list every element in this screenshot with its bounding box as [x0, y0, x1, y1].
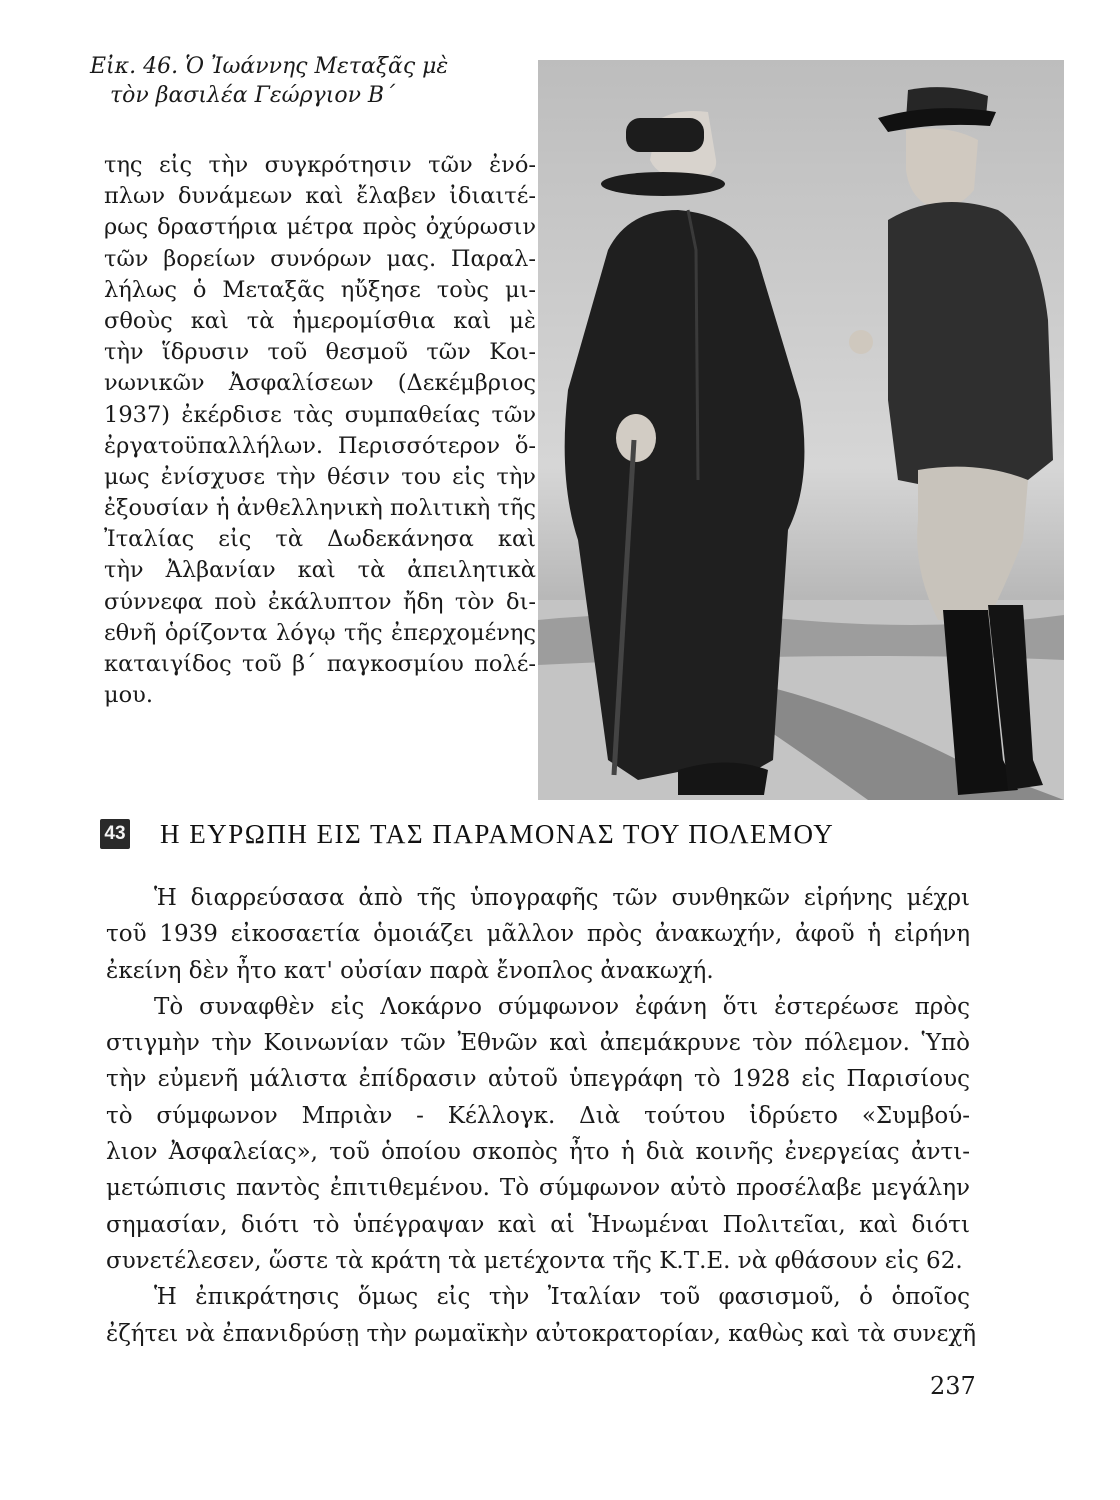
text-line: στιγμὴν τὴν Κοινωνίαν τῶν Ἐθνῶν καὶ ἀπεμάκρυνε τὸν πόλεμον. Ὑπὸ	[106, 1030, 970, 1057]
historical-photograph	[538, 60, 1064, 800]
text-line: μως ἐνίσχυσε τὴν θέσιν του εἰς τὴν	[104, 463, 536, 490]
text-line: σημασίαν, διότι τὸ ὑπέγραψαν καὶ αἱ Ἡνωμέναι Πολιτεῖαι, καὶ διότι	[106, 1211, 970, 1238]
text-line: τὸ σύμφωνον Μπριὰν - Κέλλογκ. Διὰ τούτου ἱδρύετο «Συμβού-	[106, 1102, 970, 1129]
text-line: μου.	[104, 682, 153, 709]
text-line: συνετέλεσεν, ὥστε τὰ κράτη τὰ μετέχοντα τῆς Κ.Τ.Ε. νὰ φθάσουν εἰς 62.	[106, 1247, 963, 1274]
text-line: τὴν ἵδρυσιν τοῦ θεσμοῦ τῶν Κοι-	[104, 339, 536, 366]
section-heading	[100, 816, 980, 852]
text-line: Ἰταλίας εἰς τὰ Δωδεκάνησα καὶ	[104, 526, 536, 553]
text-line: Ἡ ἐπικράτησις ὅμως εἰς τὴν Ἰταλίαν τοῦ φασισμοῦ, ὁ ὁποῖος	[154, 1284, 970, 1311]
text-line: σθοὺς καὶ τὰ ἡμερομίσθια καὶ μὲ	[104, 307, 536, 334]
text-line: πλων δυνάμεων καὶ ἔλαβεν ἰδιαιτέ-	[104, 183, 536, 210]
text-line: ἐζήτει νὰ ἐπανιδρύσῃ τὴν ρωμαϊκὴν αὐτοκρατορίαν, καθὼς καὶ τὰ συνεχῆ	[106, 1320, 977, 1347]
text-line: μετώπισις παντὸς ἐπιτιθεμένου. Τὸ σύμφωνον αὐτὸ προσέλαβε μεγάλην	[106, 1175, 970, 1202]
caption-line-1: Εἰκ. 46. Ὁ Ἰωάννης Μεταξᾶς μὲ	[90, 54, 449, 79]
section-title: Η ΕΥΡΩΠΗ ΕΙΣ ΤΑΣ ΠΑΡΑΜΟΝΑΣ ΤΟΥ ΠΟΛΕΜΟΥ	[160, 818, 835, 849]
text-line: της εἰς τὴν συγκρότησιν τῶν ἐνό-	[104, 152, 536, 178]
text-line: τῶν βορείων συνόρων μας. Παραλ-	[104, 245, 536, 272]
text-line: καταιγίδος τοῦ β΄ παγκοσμίου πολέ-	[104, 651, 536, 677]
text-line: ρως δραστήρια μέτρα πρὸς ὀχύρωσιν	[104, 214, 536, 241]
page-number: 237	[930, 1372, 976, 1400]
text-line: σύννεφα ποὺ ἐκάλυπτον ἤδη τὸν δι-	[104, 588, 536, 615]
text-line: τὴν Ἀλβανίαν καὶ τὰ ἀπειλητικὰ	[104, 557, 536, 584]
text-line: 1937) ἐκέρδισε τὰς συμπαθείας τῶν	[104, 401, 536, 428]
body-text	[106, 880, 977, 1352]
text-line: ἐξουσίαν ἡ ἀνθελληνικὴ πολιτικὴ τῆς	[104, 495, 536, 522]
text-line: λιον Ἀσφαλείας», τοῦ ὁποίου σκοπὸς ἦτο ἡ διὰ κοινῆς ἐνεργείας ἀντι-	[106, 1139, 970, 1166]
text-line: ἐργατοϋπαλλήλων. Περισσότερον ὅ-	[104, 432, 536, 459]
section-number-badge: 43	[100, 819, 130, 849]
text-line: ἐκείνη δὲν ἦτο κατ' οὐσίαν παρὰ ἔνοπλος ἀνακωχή.	[106, 957, 714, 984]
left-column-text	[104, 150, 536, 711]
text-line: Ἡ διαρρεύσασα ἀπὸ τῆς ὑπογραφῆς τῶν συνθηκῶν εἰρήνης μέχρι	[154, 885, 970, 911]
text-line: λήλως ὁ Μεταξᾶς ηὔξησε τοὺς μι-	[104, 276, 536, 303]
text-line: εθνῆ ὁρίζοντα λόγῳ τῆς ἐπερχομένης	[104, 619, 536, 646]
text-line: νωνικῶν Ἀσφαλίσεων (Δεκέμβριος	[104, 370, 536, 397]
figure-caption	[90, 52, 530, 110]
caption-line-2: τὸν βασιλέα Γεώργιον Β΄	[110, 83, 396, 108]
text-line: τὴν εὐμενῆ μάλιστα ἐπίδρασιν αὐτοῦ ὑπεγράφη τὸ 1928 εἰς Παρισίους	[106, 1066, 970, 1093]
text-line: Τὸ συναφθὲν εἰς Λοκάρνο σύμφωνον ἐφάνη ὅτι ἐστερέωσε πρὸς	[154, 993, 970, 1020]
text-line: τοῦ 1939 εἰκοσαετία ὁμοιάζει μᾶλλον πρὸς ἀνακωχήν, ἀφοῦ ἡ εἰρήνη	[106, 921, 970, 948]
